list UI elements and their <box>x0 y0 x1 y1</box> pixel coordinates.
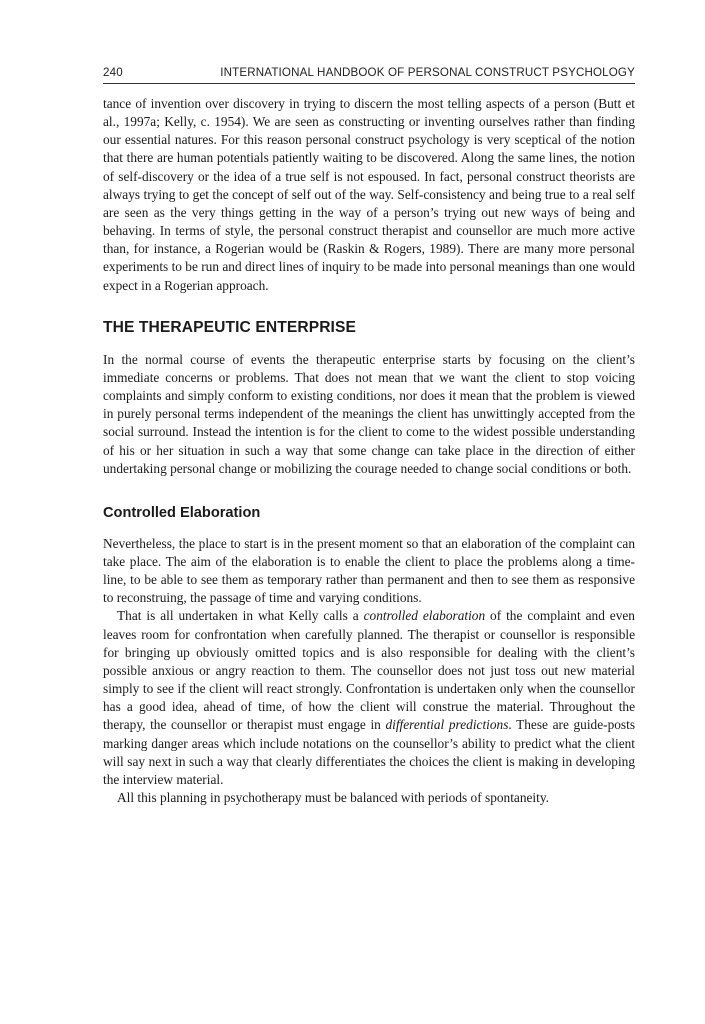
running-title: INTERNATIONAL HANDBOOK OF PERSONAL CONSTRUCT PSYCHOLOGY <box>220 66 635 79</box>
paragraph-text: of the complaint and even leaves room for confrontation when carefully planned. The therapist or counsellor is responsible for bringing up obviously omitted topics and is also responsible for dealing with the client’s possible anxious or angry reaction to them. The counsellor does not just toss out new material simply to see if the client will react strongly. Confrontation is undertaken only when the counsellor has a good idea, ahead of time, of how the client will construe the material. Throughout the therapy, the counsellor or therapist must engage in <box>103 608 635 733</box>
book-page <box>103 66 635 807</box>
subsection-heading: Controlled Elaboration <box>103 504 261 521</box>
page-number: 240 <box>103 66 123 79</box>
paragraph-text: . These are guide-posts marking danger areas which include notations on the counsellor’s ability to predict what the client will say next in such a way that clearly differentiates the choices the client is making in developing the interview material. <box>103 717 636 787</box>
intro-paragraph: tance of invention over discovery in trying to discern the most telling aspects of a person (Butt et al., 1997a; Kelly, c. 1954). We are seen as constructing or inventing ourselves rather than finding our essential natures. For this reason personal construct psychology is very sceptical of the notion that there are human potentials patiently waiting to be discovered. Along the same lines, the notion of self-discovery or the idea of a true self is not espoused. In fact, personal construct theorists are always trying to get the concept of self out of the way. Self-consistency and being true to a real self are seen as the very things getting in the way of a person’s trying out new ways of being and behaving. In terms of style, the personal construct therapist and counsellor are much more active than, for instance, a Rogerian would be (Raskin & Rogers, 1989). There are many more personal experiments to be run and direct lines of inquiry to be made into personal meanings than one would expect in a Rogerian approach. <box>103 96 635 293</box>
italic-term-controlled-elaboration: controlled elaboration <box>363 608 486 624</box>
section-heading: THE THERAPEUTIC ENTERPRISE <box>103 318 356 336</box>
subsection-paragraph-1: Nevertheless, the place to start is in the present moment so that an elaboration of the complaint can take place. The aim of the elaboration is to enable the client to place the problems along a time-line, to be able to see them as temporary rather than permanent and then to see them as responsive to reconstruing, the passage of time and varying conditions. <box>103 535 635 606</box>
section-paragraph: In the normal course of events the therapeutic enterprise starts by focusing on the client’s immediate concerns or problems. That does not mean that we want the client to stop voicing complaints and simply conform to existing conditions, nor does it mean that the problem is viewed in purely personal terms independent of the meanings the client has unwittingly accepted from the social surround. Instead the intention is for the client to come to the widest possible understanding of his or her situation in such a way that some change can take place in the direction of either undertaking personal change or mobilizing the courage needed to change social conditions or both. <box>103 351 635 476</box>
subsection-paragraph-3: All this planning in psychotherapy must be balanced with periods of spontaneity. <box>117 790 549 805</box>
running-header <box>103 66 635 84</box>
italic-term-differential-predictions: differential predictions <box>385 717 509 733</box>
paragraph-text: That is all undertaken in what Kelly calls a <box>117 608 364 624</box>
subsection-paragraph-2 <box>103 607 635 789</box>
